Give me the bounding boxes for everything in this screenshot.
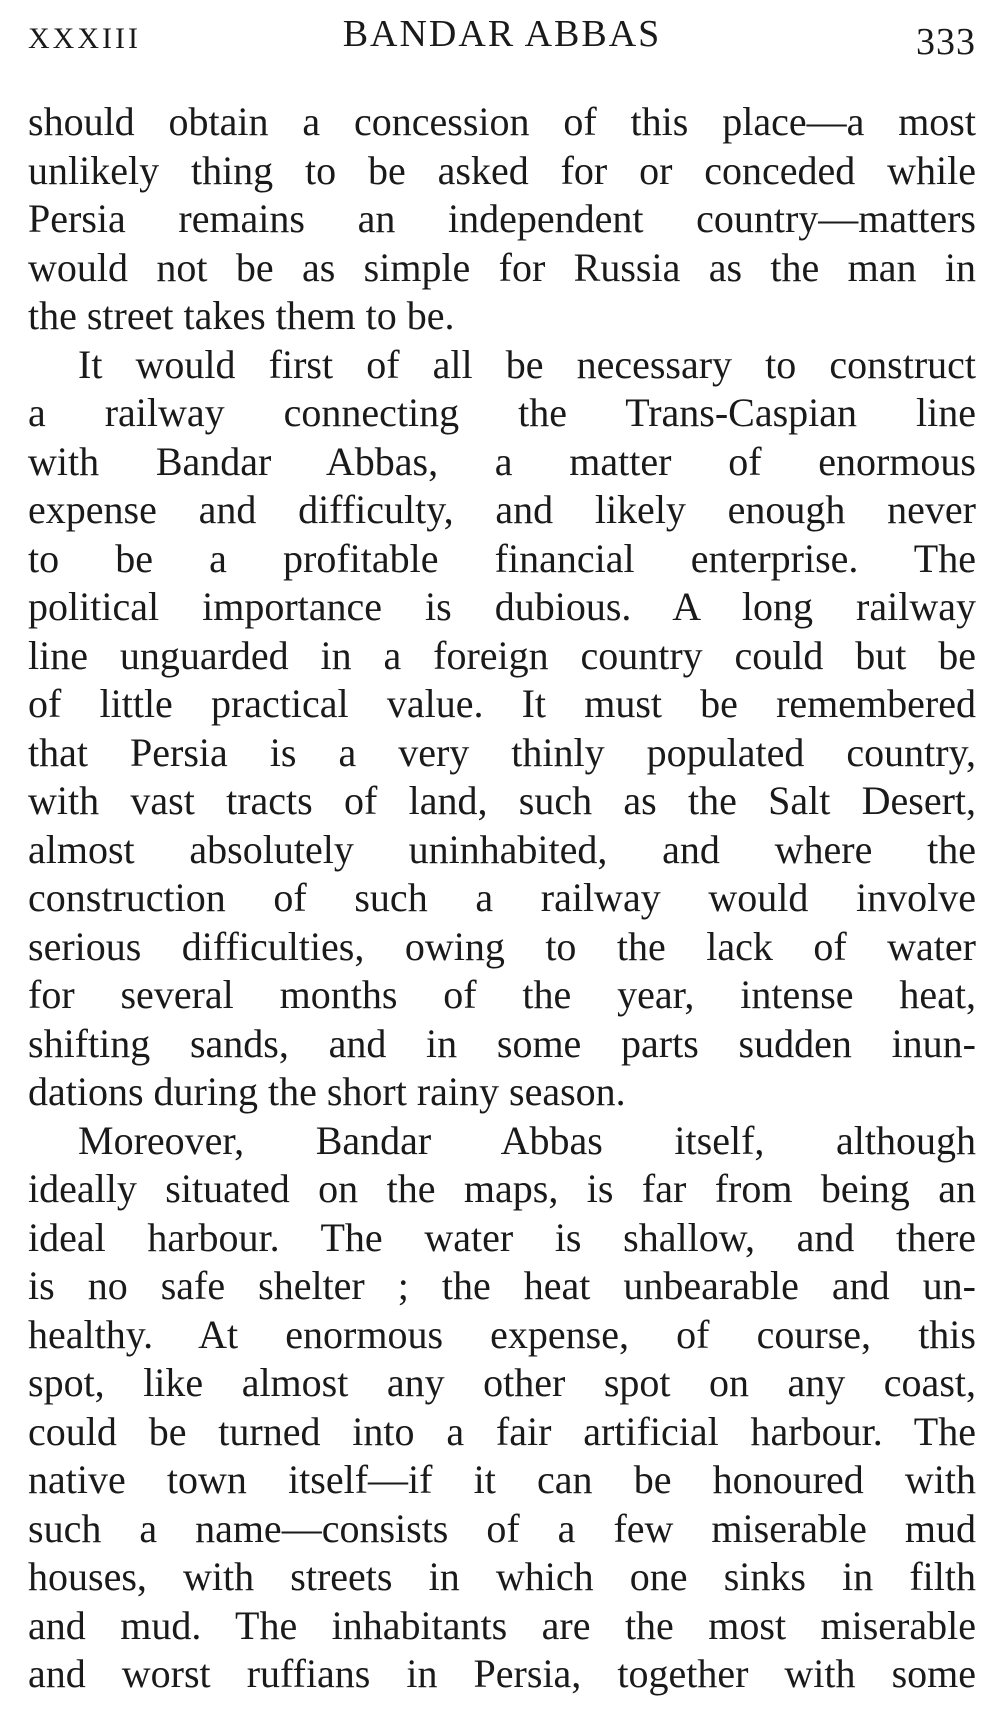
text-line: ideal harbour. The water is shallow, and there: [28, 1214, 976, 1260]
text-line: of little practical value. It must be remembered: [28, 681, 976, 726]
text-line: should obtain a concession of this place—a most: [28, 99, 976, 144]
text-line: serious difficulties, owing to the lack of water: [28, 923, 976, 969]
text-line: expense and difficulty, and likely enough never: [28, 487, 976, 532]
text-line: such a name—consists of a few miserable mud: [28, 1505, 976, 1551]
text-line: native town itself—if it can be honoured with: [28, 1457, 976, 1502]
running-head: [28, 12, 976, 72]
text-line: a railway connecting the Trans-Caspian line: [28, 390, 976, 435]
text-line: line unguarded in a foreign country could but be: [28, 632, 976, 678]
text-line: Moreover, Bandar Abbas itself, although: [78, 1117, 976, 1163]
text-line: political importance is dubious. A long railway: [28, 584, 976, 629]
text-line: the street takes them to be.: [28, 293, 455, 338]
text-line: and mud. The inhabitants are the most miserable: [28, 1602, 976, 1648]
text-line: It would first of all be necessary to construct: [78, 341, 976, 387]
text-line: Persia remains an independent country—matters: [28, 196, 976, 241]
chapter-number: XXXIII: [28, 22, 141, 55]
text-line: is no safe shelter ; the heat unbearable and un-: [28, 1263, 976, 1308]
text-line: healthy. At enormous expense, of course, this: [28, 1311, 976, 1357]
text-line: could be turned into a fair artificial harbour. The: [28, 1408, 976, 1454]
text-line: construction of such a railway would involve: [28, 875, 976, 920]
text-line: ideally situated on the maps, is far from being an: [28, 1166, 976, 1211]
running-title: BANDAR ABBAS: [342, 13, 662, 55]
text-line: spot, like almost any other spot on any coast,: [28, 1360, 976, 1405]
page-number: 333: [916, 21, 976, 63]
text-line: houses, with streets in which one sinks in filth: [28, 1554, 976, 1599]
text-line: with vast tracts of land, such as the Salt Desert,: [28, 778, 976, 823]
text-line: and worst ruffians in Persia, together with some: [28, 1651, 976, 1696]
text-line: that Persia is a very thinly populated country,: [28, 729, 976, 775]
text-line: to be a profitable financial enterprise. The: [28, 535, 976, 581]
text-line: with Bandar Abbas, a matter of enormous: [28, 438, 976, 484]
text-line: shifting sands, and in some parts sudden inun-: [28, 1020, 976, 1066]
body-text: [28, 98, 976, 1699]
text-line: almost absolutely uninhabited, and where the: [28, 826, 976, 872]
text-line: would not be as simple for Russia as the man in: [28, 244, 976, 290]
text-line: unlikely thing to be asked for or conceded while: [28, 147, 976, 193]
text-line: dations during the short rainy season.: [28, 1069, 626, 1114]
text-line: for several months of the year, intense heat,: [28, 972, 976, 1017]
